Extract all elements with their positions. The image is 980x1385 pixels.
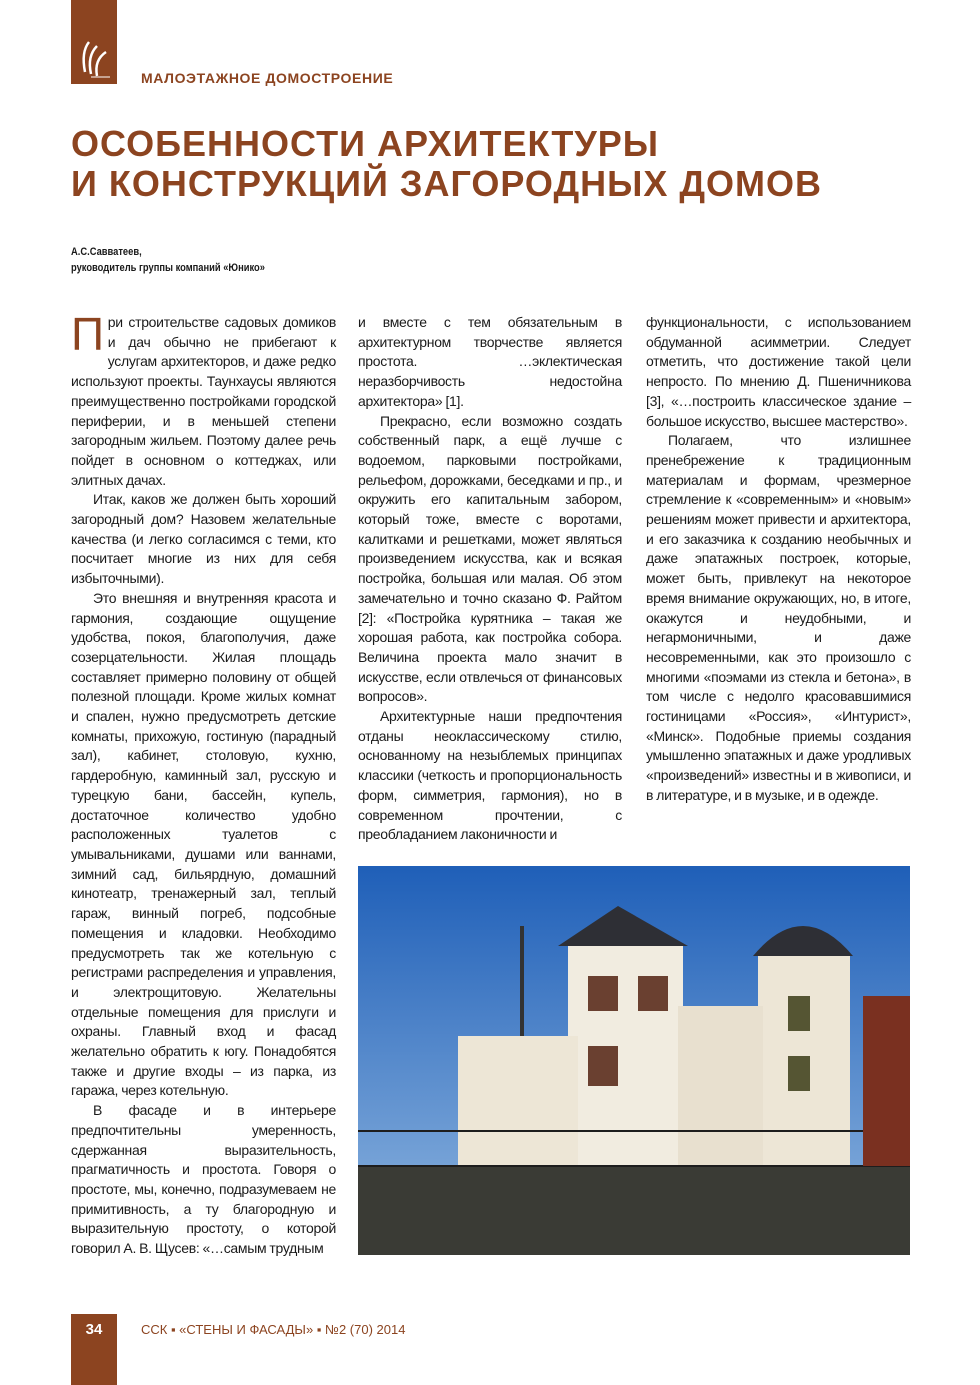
paragraph: и вместе с тем обязательным в архитектурном творчестве является простота. …эклектическая неразборчивость недостойна архитектора» [1]. bbox=[358, 314, 622, 409]
author-role: руководитель группы компаний «Юнико» bbox=[71, 262, 265, 274]
text-column-3 bbox=[646, 313, 911, 806]
text-column-2 bbox=[358, 313, 622, 845]
drop-cap: П bbox=[71, 308, 104, 360]
author-block bbox=[71, 244, 265, 276]
article-title bbox=[71, 124, 822, 204]
footer-color-tab bbox=[71, 1314, 117, 1385]
paragraph: Итак, каков же должен быть хороший загородный дом? Назовем желательные качества (и легко согласимся с теми, кто посчитает многие из них для себя избыточными). bbox=[71, 491, 336, 587]
title-line-2: И КОНСТРУКЦИЙ ЗАГОРОДНЫХ ДОМОВ bbox=[71, 163, 822, 204]
magazine-logo-icon bbox=[79, 38, 111, 78]
paragraph: функциональности, с использованием обдуманной асимметрии. Следует отметить, что достижение такой цели непросто. По мнению Д. Пшеничникова [3], «…построить классическое здание – большое искусство, высшее мастерство». bbox=[646, 314, 911, 429]
paragraph: Это внешняя и внутренняя красота и гармония, создающие ощущение удобства, покоя, благополучия, даже созерцательности. Жилая площадь составляет примерно половину от общей полезной площади. Кроме жилых комнат и спален, нужно предусмотреть детские комнаты, прихожую, гостиную (парадный зал), кабинет, столовую, кухню, гардеробную, каминный зал, русскую и турецкую бани, бассейн, купель, достаточное количество удобно расположенных туалетов с умывальниками, душами или ваннами, зимний сад, бильярдную, домашний кинотеатр, тренажерный зал, теплый гараж, винный погреб, подсобные помещения и кладовки. Необходимо предусмотреть так же котельную с регистрами распределения и управления, и электрощитовую. Желательны отдельные помещения для прислуги и охраны. Главный вход и фасад желательно обратить к югу. Понадобятся также и другие входы – из парка, из гаража, через котельную. bbox=[71, 589, 336, 1099]
text-column-1 bbox=[71, 308, 336, 1259]
house-photo bbox=[358, 866, 910, 1255]
issue-info: ССК ▪ «СТЕНЫ И ФАСАДЫ» ▪ №2 (70) 2014 bbox=[141, 1322, 406, 1337]
paragraph: Архитектурные наши предпочтения отданы неоклассическому стилю, основанному на незыблемых принципах классики (четкость и пропорциональность форм, симметрия, гармония), но в современном прочтении, с преобладанием лаконичности и bbox=[358, 708, 622, 843]
paragraph: В фасаде и в интерьере предпочтительны умеренность, сдержанная выразительность, прагматичность и простота. Говоря о простоте, мы, конечно, подразумеваем не примитивность, а ту благородную и выразительную простоту, о которой говорил А. В. Щусев: «…самым трудным bbox=[71, 1102, 336, 1257]
paragraph: Полагаем, что излишнее пренебрежение к традиционным материалам и формам, чрезмерное стремление к «современным» и «новым» решениям может привести и архитектора, и его заказчика к созданию необычных и даже эпатажных построек, которые, может быть, привлекут на некоторое время внимание окружающих, но, в итоге, окажутся и неудобными, и негармоничными, и даже несовременными, как это произошло с многими «поэмами из стекла и бетона», в том числе с недолго красовавшимися гостиницами «Россия», «Интурист», «Минск». Подобные приемы создания умышленно эпатажных и даже уродливых «произведений» известны и в живописи, и в литературе, и в музыке, и в одежде. bbox=[646, 432, 911, 803]
paragraph bbox=[71, 308, 336, 490]
paragraph-text: ри строительстве садовых домиков и дач обычно не прибегают к услугам архитекторов, и даже редко используют проекты. Таунхаусы являются преимущественно постройками городской периферии, и в меньшей степени загородным жильем. Поэтому далее речь пойдет в основном о коттеджах, или элитных дачах. bbox=[71, 314, 336, 488]
paragraph: Прекрасно, если возможно создать собственный парк, а ещё лучше с водоемом, парковыми постройками, рельефом, дорожками, беседками и пр., и окружить его капитальным забором, который тоже, вместе с воротами, калитками и решетками, может являться произведением искусства, как и всякая постройка, большая или малая. Об этом замечательно и точно сказано Ф. Райтом [2]: «Постройка курятника – такая же хорошая работа, как постройка собора. Величина проекта мало значит в искусстве, если отвлечься от финансовых вопросов». bbox=[358, 412, 622, 705]
header-color-tab bbox=[71, 0, 117, 84]
author-name: А.С.Савватеев, bbox=[71, 246, 142, 258]
title-line-1: ОСОБЕННОСТИ АРХИТЕКТУРЫ bbox=[71, 123, 659, 164]
page-number: 34 bbox=[85, 1321, 103, 1338]
section-label: МАЛОЭТАЖНОЕ ДОМОСТРОЕНИЕ bbox=[141, 70, 394, 86]
